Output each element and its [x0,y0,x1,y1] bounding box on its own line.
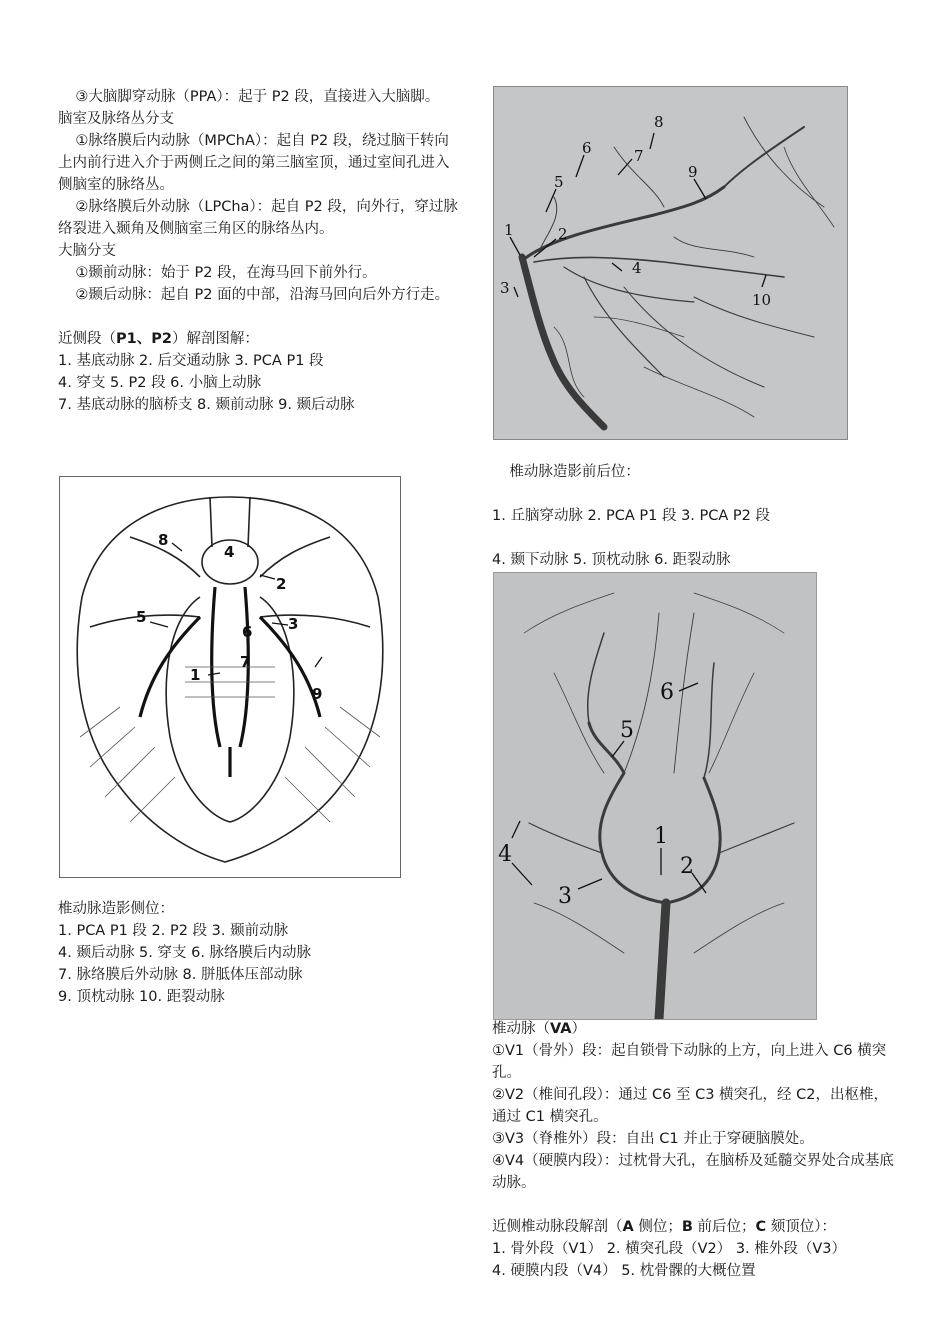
lateral-label-6: 6 [582,139,592,157]
ap-label-6: 6 [660,680,674,705]
posterior-temporal-paragraph: ②颞后动脉：起自 P2 面的中部，沿海马回向后外方行走。 [75,287,450,303]
vertebral-artery-section [492,1018,902,1282]
lateral-caption-title: 椎动脉造影侧位： [58,901,174,917]
ap-angiogram-figure [493,572,817,1020]
ap-label-1: 1 [654,824,668,849]
ap-angiogram-caption [492,461,892,571]
lateral-label-2: 2 [558,225,568,243]
proximal-list-line-2: 4. 穿支 5. P2 段 6. 小脑上动脉 [58,375,262,391]
left-text-column [58,86,463,416]
va-v4-paragraph: ④V4（硬膜内段）：过枕骨大孔，在脑桥及延髓交界处合成基底动脉。 [492,1153,894,1191]
va-v2-paragraph: ②V2（椎间孔段）：通过 C6 至 C3 横突孔，经 C2，出枢椎，通过 C1 横突孔。 [492,1087,888,1125]
lateral-caption-line-1: 1. PCA P1 段 2. P2 段 3. 颞前动脉 [58,923,289,939]
ap-label-2: 2 [680,854,694,879]
lateral-label-10: 10 [752,291,772,309]
lateral-angiogram-image [494,87,847,439]
lateral-caption-line-4: 9. 顶枕动脉 10. 距裂动脉 [58,989,225,1005]
lateral-label-7: 7 [634,147,644,165]
lateral-angiogram-figure [493,86,848,440]
va-v3-paragraph: ③V3（脊椎外）段：自出 C1 并止于穿硬脑膜处。 [492,1131,814,1147]
ppa-paragraph: ③大脑脚穿动脉（PPA）：起于 P2 段，直接进入大脑脚。 [75,89,440,105]
lateral-label-8: 8 [654,113,664,131]
va-v1-paragraph: ①V1（骨外）段：起自锁骨下动脉的上方，向上进入 C6 横突孔。 [492,1043,887,1081]
lateral-label-9: 9 [688,163,698,181]
brain-base-diagram-image [60,477,400,877]
diagram-label-7: 7 [240,653,251,671]
ap-angiogram-image [494,573,816,1019]
lateral-label-4: 4 [632,259,642,277]
va-list-line-2: 4. 硬膜内段（V4） 5. 枕骨髁的大概位置 [492,1263,756,1279]
lateral-angiogram-caption [58,898,463,1008]
lateral-label-1: 1 [504,221,514,239]
ap-caption-line-2: 4. 颞下动脉 5. 顶枕动脉 6. 距裂动脉 [492,552,731,568]
diagram-label-3: 3 [288,615,299,633]
va-list-line-1: 1. 骨外段（V1） 2. 横突孔段（V2） 3. 椎外段（V3） [492,1241,846,1257]
proximal-list-line-1: 1. 基底动脉 2. 后交通动脉 3. PCA P1 段 [58,353,324,369]
anterior-temporal-paragraph: ①颞前动脉：始于 P2 段，在海马回下前外行。 [75,265,377,281]
ap-label-3: 3 [558,884,572,909]
ventricle-heading: 脑室及脉络丛分支 [58,111,174,127]
diagram-label-4: 4 [224,543,235,561]
diagram-label-5: 5 [136,608,147,626]
ap-caption-line-1: 1. 丘脑穿动脉 2. PCA P1 段 3. PCA P2 段 [492,508,770,524]
lateral-label-3: 3 [500,279,510,297]
diagram-label-2: 2 [276,575,287,593]
diagram-label-6: 6 [242,623,253,641]
ap-label-4: 4 [498,842,512,867]
diagram-label-9: 9 [312,685,323,703]
cerebral-heading: 大脑分支 [58,243,116,259]
va-proximal-title: 近侧椎动脉段解剖（A 侧位；B 前后位；C 颏顶位）： [492,1219,837,1235]
lateral-caption-line-2: 4. 颞后动脉 5. 穿支 6. 脉络膜后内动脉 [58,945,312,961]
diagram-label-1: 1 [190,666,201,684]
lateral-label-5: 5 [554,173,564,191]
proximal-list-line-3: 7. 基底动脉的脑桥支 8. 颞前动脉 9. 颞后动脉 [58,397,355,413]
mpcha-paragraph: ①脉络膜后内动脉（MPChA）：起自 P2 段，绕过脑干转向上内前行进入介于两侧丘之间的第三脑室顶，通过室间孔进入侧脑室的脉络丛。 [58,133,450,193]
lateral-caption-line-3: 7. 脉络膜后外动脉 8. 胼胝体压部动脉 [58,967,303,983]
va-heading: 椎动脉（VA） [492,1021,586,1037]
proximal-segment-title: 近侧段（P1、P2）解剖图解： [58,331,259,347]
brain-base-diagram-figure [59,476,401,878]
ap-label-5: 5 [620,718,634,743]
diagram-label-8: 8 [158,531,169,549]
lpcha-paragraph: ②脉络膜后外动脉（LPCha）：起自 P2 段，向外行，穿过脉络裂进入颞角及侧脑室三角区的脉络丛内。 [58,199,458,237]
ap-caption-title: 椎动脉造影前后位： [509,464,640,480]
